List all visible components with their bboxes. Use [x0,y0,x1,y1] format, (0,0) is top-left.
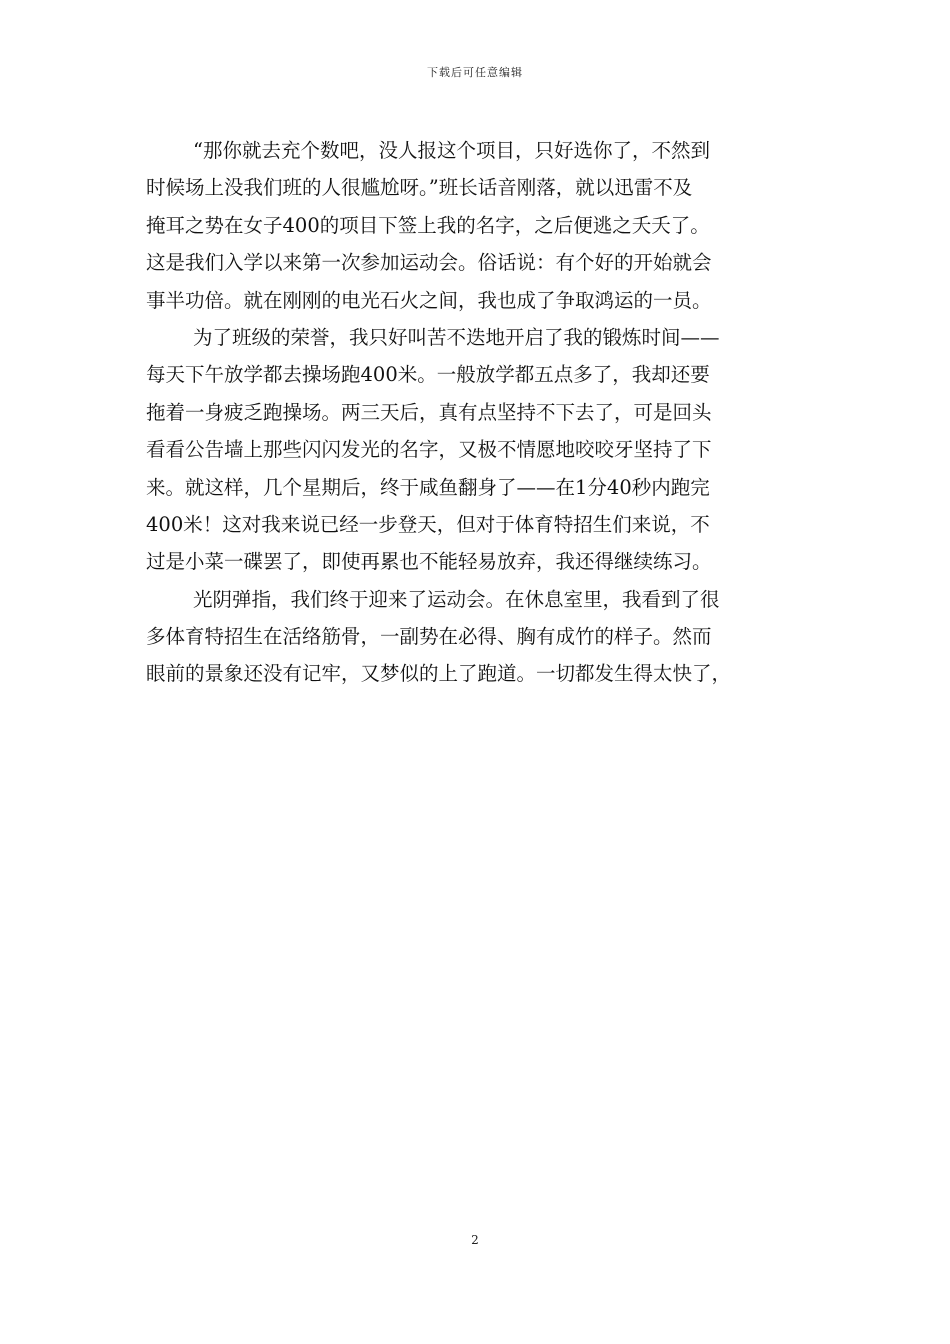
text-line: 过是小菜一碟罢了，即使再累也不能轻易放弃，我还得继续练习。 [146,550,712,574]
page-number: 2 [471,1233,479,1247]
text-line: 400米！这对我来说已经一步登天，但对于体育特招生们来说，不 [146,512,710,536]
document-body [146,132,811,693]
text-line: 眼前的景象还没有记牢，又梦似的上了跑道。一切都发生得太快了， [146,662,732,686]
text-line: 拖着一身疲乏跑操场。两三天后，真有点坚持不下去了，可是回头 [146,400,712,424]
text-line: “那你就去充个数吧，没人报这个项目，只好选你了，不然到 [193,139,710,162]
text-line: 事半功倍。就在刚刚的电光石火之间，我也成了争取鸿运的一员。 [146,288,712,312]
text-line: 掩耳之势在女子400的项目下签上我的名字，之后便逃之夭夭了。 [146,213,710,237]
text-line: 看看公告墙上那些闪闪发光的名字，又极不情愿地咬咬牙坚持了下 [146,438,712,462]
text-line: 多体育特招生在活络筋骨，一副势在必得、胸有成竹的样子。然而 [146,625,712,649]
text-line: 这是我们入学以来第一次参加运动会。俗话说：有个好的开始就会 [146,251,712,275]
text-line: 时候场上没我们班的人很尴尬呀。”班长话音刚落，就以迅雷不及 [146,176,693,200]
text-line: 来。就这样，几个星期后，终于咸鱼翻身了——在1分40秒内跑完 [146,475,710,499]
text-line: 光阴弹指，我们终于迎来了运动会。在休息室里，我看到了很 [193,587,720,611]
text-line: 为了班级的荣誉，我只好叫苦不迭地开启了我的锻炼时间—— [193,325,720,349]
page-header: 下载后可任意编辑 [427,66,523,79]
text-line: 每天下午放学都去操场跑400米。一般放学都五点多了，我却还要 [146,363,710,387]
